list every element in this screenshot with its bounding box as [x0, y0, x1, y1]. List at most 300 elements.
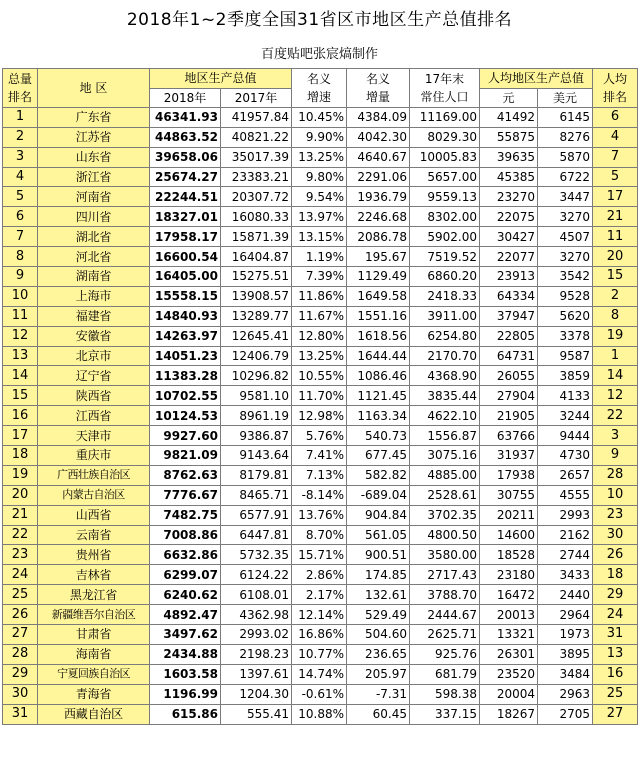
cell-nominal-increase: 582.82 [347, 465, 410, 485]
cell-nominal-growth: 2.17% [292, 585, 347, 605]
cell-per-capita-usd: 3859 [538, 366, 593, 386]
table-row [3, 485, 638, 505]
cell-region: 福建省 [38, 306, 150, 326]
cell-gdp-2017: 6577.91 [221, 505, 292, 525]
cell-nominal-increase: 2086.78 [347, 227, 410, 247]
cell-nominal-increase: 1649.58 [347, 286, 410, 306]
cell-region: 天津市 [38, 426, 150, 446]
cell-per-capita-rank: 5 [593, 167, 638, 187]
cell-total-rank: 7 [3, 227, 38, 247]
cell-gdp-2018: 10124.53 [150, 406, 221, 426]
cell-region: 河北省 [38, 247, 150, 267]
cell-per-capita-yuan: 20004 [480, 684, 538, 704]
cell-per-capita-yuan: 20211 [480, 505, 538, 525]
cell-nominal-growth: 1.19% [292, 247, 347, 267]
cell-per-capita-usd: 3895 [538, 644, 593, 664]
cell-region: 海南省 [38, 644, 150, 664]
cell-region: 北京市 [38, 346, 150, 366]
cell-per-capita-usd: 9528 [538, 286, 593, 306]
cell-per-capita-usd: 3433 [538, 565, 593, 585]
cell-per-capita-usd: 2162 [538, 525, 593, 545]
cell-total-rank: 23 [3, 545, 38, 565]
header-population [410, 69, 480, 108]
cell-gdp-2017: 9386.87 [221, 426, 292, 446]
cell-per-capita-rank: 30 [593, 525, 638, 545]
cell-nominal-increase: 132.61 [347, 585, 410, 605]
cell-per-capita-rank: 19 [593, 326, 638, 346]
header-usd: 美元 [538, 88, 593, 107]
table-row [3, 505, 638, 525]
cell-per-capita-rank: 2 [593, 286, 638, 306]
header-nominal-growth-line1: 名义 [307, 71, 332, 86]
cell-total-rank: 21 [3, 505, 38, 525]
cell-population: 4368.90 [410, 366, 480, 386]
cell-gdp-2018: 10702.55 [150, 386, 221, 406]
table-row [3, 107, 638, 127]
cell-nominal-increase: 1618.56 [347, 326, 410, 346]
cell-population: 7519.52 [410, 247, 480, 267]
cell-per-capita-yuan: 41492 [480, 107, 538, 127]
cell-nominal-growth: 11.67% [292, 306, 347, 326]
cell-population: 6860.20 [410, 267, 480, 287]
cell-per-capita-usd: 4555 [538, 485, 593, 505]
cell-per-capita-usd: 9444 [538, 426, 593, 446]
cell-nominal-growth: 13.25% [292, 346, 347, 366]
cell-per-capita-rank: 31 [593, 625, 638, 645]
header-yuan: 元 [480, 88, 538, 107]
cell-nominal-growth: 10.77% [292, 644, 347, 664]
table-row [3, 346, 638, 366]
cell-gdp-2018: 4892.47 [150, 605, 221, 625]
cell-per-capita-yuan: 16472 [480, 585, 538, 605]
cell-population: 337.15 [410, 704, 480, 724]
cell-population: 4622.10 [410, 406, 480, 426]
cell-per-capita-rank: 25 [593, 684, 638, 704]
cell-gdp-2018: 22244.51 [150, 187, 221, 207]
cell-gdp-2017: 15871.39 [221, 227, 292, 247]
cell-per-capita-usd: 3244 [538, 406, 593, 426]
cell-region: 山东省 [38, 147, 150, 167]
table-row [3, 426, 638, 446]
cell-nominal-growth: 10.45% [292, 107, 347, 127]
table-row [3, 565, 638, 585]
cell-total-rank: 5 [3, 187, 38, 207]
cell-nominal-growth: 13.76% [292, 505, 347, 525]
cell-per-capita-yuan: 13321 [480, 625, 538, 645]
cell-total-rank: 24 [3, 565, 38, 585]
cell-total-rank: 14 [3, 366, 38, 386]
cell-nominal-increase: 900.51 [347, 545, 410, 565]
cell-total-rank: 11 [3, 306, 38, 326]
cell-total-rank: 12 [3, 326, 38, 346]
cell-gdp-2017: 9143.64 [221, 446, 292, 466]
cell-population: 3702.35 [410, 505, 480, 525]
table-row [3, 247, 638, 267]
cell-total-rank: 3 [3, 147, 38, 167]
table-row [3, 207, 638, 227]
cell-population: 598.38 [410, 684, 480, 704]
cell-nominal-growth: 9.54% [292, 187, 347, 207]
table-row [3, 704, 638, 724]
cell-total-rank: 30 [3, 684, 38, 704]
cell-population: 2418.33 [410, 286, 480, 306]
cell-region: 吉林省 [38, 565, 150, 585]
cell-nominal-growth: 12.80% [292, 326, 347, 346]
cell-per-capita-yuan: 63766 [480, 426, 538, 446]
cell-population: 3580.00 [410, 545, 480, 565]
cell-gdp-2017: 12645.41 [221, 326, 292, 346]
header-total-rank-line1: 总量 [7, 71, 32, 86]
cell-per-capita-usd: 6145 [538, 107, 593, 127]
cell-per-capita-yuan: 27904 [480, 386, 538, 406]
table-row [3, 267, 638, 287]
cell-total-rank: 9 [3, 267, 38, 287]
cell-gdp-2018: 15558.15 [150, 286, 221, 306]
cell-region: 江苏省 [38, 127, 150, 147]
cell-population: 10005.83 [410, 147, 480, 167]
header-nominal-increase [347, 69, 410, 108]
cell-nominal-growth: 15.71% [292, 545, 347, 565]
cell-population: 2625.71 [410, 625, 480, 645]
cell-gdp-2017: 8465.71 [221, 485, 292, 505]
cell-gdp-2018: 16600.54 [150, 247, 221, 267]
cell-per-capita-rank: 10 [593, 485, 638, 505]
header-nominal-growth [292, 69, 347, 108]
cell-population: 1556.87 [410, 426, 480, 446]
cell-nominal-increase: 60.45 [347, 704, 410, 724]
cell-per-capita-usd: 5870 [538, 147, 593, 167]
cell-per-capita-usd: 2705 [538, 704, 593, 724]
cell-population: 8302.00 [410, 207, 480, 227]
cell-gdp-2018: 6632.86 [150, 545, 221, 565]
cell-gdp-2017: 8179.81 [221, 465, 292, 485]
cell-gdp-2017: 5732.35 [221, 545, 292, 565]
cell-per-capita-yuan: 17938 [480, 465, 538, 485]
cell-per-capita-usd: 8276 [538, 127, 593, 147]
header-per-capita-rank-line1: 人均 [603, 71, 628, 86]
table-row [3, 625, 638, 645]
cell-nominal-growth: 12.14% [292, 605, 347, 625]
gdp-ranking-table [2, 68, 638, 725]
cell-gdp-2018: 16405.00 [150, 267, 221, 287]
cell-per-capita-yuan: 18528 [480, 545, 538, 565]
cell-nominal-increase: 4640.67 [347, 147, 410, 167]
cell-per-capita-usd: 3270 [538, 247, 593, 267]
cell-nominal-growth: 13.97% [292, 207, 347, 227]
cell-per-capita-rank: 11 [593, 227, 638, 247]
cell-per-capita-usd: 3378 [538, 326, 593, 346]
cell-per-capita-rank: 7 [593, 147, 638, 167]
cell-per-capita-rank: 22 [593, 406, 638, 426]
cell-gdp-2018: 11383.28 [150, 366, 221, 386]
cell-per-capita-rank: 16 [593, 664, 638, 684]
cell-total-rank: 13 [3, 346, 38, 366]
cell-gdp-2018: 7008.86 [150, 525, 221, 545]
cell-per-capita-yuan: 21905 [480, 406, 538, 426]
cell-gdp-2017: 2993.02 [221, 625, 292, 645]
cell-gdp-2018: 615.86 [150, 704, 221, 724]
cell-per-capita-yuan: 45385 [480, 167, 538, 187]
cell-population: 3835.44 [410, 386, 480, 406]
cell-region: 上海市 [38, 286, 150, 306]
cell-per-capita-usd: 3270 [538, 207, 593, 227]
cell-per-capita-rank: 28 [593, 465, 638, 485]
cell-total-rank: 10 [3, 286, 38, 306]
cell-gdp-2017: 1397.61 [221, 664, 292, 684]
cell-gdp-2018: 3497.62 [150, 625, 221, 645]
cell-nominal-increase: -689.04 [347, 485, 410, 505]
cell-nominal-increase: 540.73 [347, 426, 410, 446]
cell-nominal-growth: 7.41% [292, 446, 347, 466]
cell-total-rank: 25 [3, 585, 38, 605]
cell-nominal-growth: -8.14% [292, 485, 347, 505]
cell-per-capita-usd: 3542 [538, 267, 593, 287]
cell-region: 山西省 [38, 505, 150, 525]
cell-per-capita-yuan: 55875 [480, 127, 538, 147]
cell-gdp-2017: 13908.57 [221, 286, 292, 306]
cell-region: 重庆市 [38, 446, 150, 466]
cell-per-capita-usd: 2744 [538, 545, 593, 565]
cell-nominal-growth: 9.80% [292, 167, 347, 187]
cell-gdp-2017: 8961.19 [221, 406, 292, 426]
cell-total-rank: 20 [3, 485, 38, 505]
cell-gdp-2018: 7482.75 [150, 505, 221, 525]
cell-gdp-2018: 44863.52 [150, 127, 221, 147]
cell-nominal-growth: 13.25% [292, 147, 347, 167]
cell-total-rank: 6 [3, 207, 38, 227]
table-row [3, 187, 638, 207]
cell-gdp-2017: 23383.21 [221, 167, 292, 187]
cell-gdp-2018: 14263.97 [150, 326, 221, 346]
header-total-rank [3, 69, 38, 108]
cell-gdp-2018: 1196.99 [150, 684, 221, 704]
cell-gdp-2018: 2434.88 [150, 644, 221, 664]
cell-population: 925.76 [410, 644, 480, 664]
cell-gdp-2018: 9821.09 [150, 446, 221, 466]
cell-gdp-2018: 46341.93 [150, 107, 221, 127]
cell-per-capita-yuan: 22075 [480, 207, 538, 227]
cell-per-capita-rank: 13 [593, 644, 638, 664]
cell-nominal-growth: 7.39% [292, 267, 347, 287]
cell-gdp-2018: 18327.01 [150, 207, 221, 227]
cell-region: 甘肃省 [38, 625, 150, 645]
cell-per-capita-usd: 4507 [538, 227, 593, 247]
cell-per-capita-usd: 2963 [538, 684, 593, 704]
cell-region: 云南省 [38, 525, 150, 545]
cell-per-capita-yuan: 30755 [480, 485, 538, 505]
cell-nominal-increase: 904.84 [347, 505, 410, 525]
cell-nominal-growth: 13.15% [292, 227, 347, 247]
cell-gdp-2017: 20307.72 [221, 187, 292, 207]
cell-per-capita-yuan: 26301 [480, 644, 538, 664]
cell-per-capita-rank: 24 [593, 605, 638, 625]
cell-region: 广西壮族自治区 [38, 465, 150, 485]
table-row [3, 386, 638, 406]
cell-gdp-2017: 6108.01 [221, 585, 292, 605]
cell-nominal-growth: 8.70% [292, 525, 347, 545]
header-population-line2: 常住人口 [420, 89, 469, 104]
cell-per-capita-rank: 23 [593, 505, 638, 525]
header-per-capita-rank [593, 69, 638, 108]
cell-per-capita-usd: 4730 [538, 446, 593, 466]
cell-region: 湖南省 [38, 267, 150, 287]
cell-per-capita-usd: 2657 [538, 465, 593, 485]
cell-total-rank: 8 [3, 247, 38, 267]
cell-per-capita-rank: 18 [593, 565, 638, 585]
cell-per-capita-rank: 4 [593, 127, 638, 147]
cell-gdp-2017: 15275.51 [221, 267, 292, 287]
cell-population: 2717.43 [410, 565, 480, 585]
cell-gdp-2018: 6299.07 [150, 565, 221, 585]
table-row [3, 525, 638, 545]
cell-per-capita-rank: 12 [593, 386, 638, 406]
cell-total-rank: 16 [3, 406, 38, 426]
table-row [3, 366, 638, 386]
cell-gdp-2017: 9581.10 [221, 386, 292, 406]
cell-nominal-growth: 2.86% [292, 565, 347, 585]
cell-population: 5657.00 [410, 167, 480, 187]
cell-region: 河南省 [38, 187, 150, 207]
cell-gdp-2018: 9927.60 [150, 426, 221, 446]
cell-per-capita-yuan: 23913 [480, 267, 538, 287]
cell-nominal-growth: 12.98% [292, 406, 347, 426]
header-nominal-growth-line2: 增速 [307, 89, 332, 104]
cell-population: 9559.13 [410, 187, 480, 207]
cell-per-capita-usd: 6722 [538, 167, 593, 187]
cell-per-capita-yuan: 20013 [480, 605, 538, 625]
cell-gdp-2018: 14051.23 [150, 346, 221, 366]
cell-region: 陕西省 [38, 386, 150, 406]
cell-per-capita-yuan: 23180 [480, 565, 538, 585]
table-row [3, 306, 638, 326]
cell-per-capita-usd: 3484 [538, 664, 593, 684]
cell-gdp-2018: 39658.06 [150, 147, 221, 167]
cell-region: 内蒙古自治区 [38, 485, 150, 505]
cell-population: 681.79 [410, 664, 480, 684]
table-row [3, 585, 638, 605]
cell-total-rank: 29 [3, 664, 38, 684]
cell-nominal-increase: 195.67 [347, 247, 410, 267]
cell-nominal-increase: 504.60 [347, 625, 410, 645]
cell-gdp-2017: 12406.79 [221, 346, 292, 366]
cell-gdp-2017: 2198.23 [221, 644, 292, 664]
cell-gdp-2017: 6124.22 [221, 565, 292, 585]
cell-nominal-increase: 677.45 [347, 446, 410, 466]
cell-total-rank: 28 [3, 644, 38, 664]
page-title: 2018年1~2季度全国31省区市地区生产总值排名 [126, 10, 513, 30]
header-row-1 [3, 69, 638, 89]
header-population-line1: 17年末 [424, 71, 465, 86]
cell-nominal-growth: 9.90% [292, 127, 347, 147]
cell-per-capita-rank: 27 [593, 704, 638, 724]
cell-nominal-growth: 16.86% [292, 625, 347, 645]
table-row [3, 644, 638, 664]
cell-region: 宁夏回族自治区 [38, 664, 150, 684]
table-row [3, 127, 638, 147]
cell-per-capita-rank: 9 [593, 446, 638, 466]
cell-per-capita-rank: 15 [593, 267, 638, 287]
cell-region: 新疆维吾尔自治区 [38, 605, 150, 625]
cell-per-capita-rank: 14 [593, 366, 638, 386]
cell-per-capita-yuan: 18267 [480, 704, 538, 724]
cell-per-capita-yuan: 23520 [480, 664, 538, 684]
cell-nominal-increase: 1644.44 [347, 346, 410, 366]
cell-nominal-growth: 7.13% [292, 465, 347, 485]
cell-nominal-increase: 1086.46 [347, 366, 410, 386]
cell-gdp-2018: 14840.93 [150, 306, 221, 326]
cell-nominal-increase: 1936.79 [347, 187, 410, 207]
cell-population: 4800.50 [410, 525, 480, 545]
cell-total-rank: 19 [3, 465, 38, 485]
cell-per-capita-yuan: 31937 [480, 446, 538, 466]
cell-nominal-increase: 1121.45 [347, 386, 410, 406]
table-row [3, 664, 638, 684]
cell-nominal-increase: 4042.30 [347, 127, 410, 147]
cell-nominal-increase: 174.85 [347, 565, 410, 585]
cell-gdp-2017: 41957.84 [221, 107, 292, 127]
cell-region: 浙江省 [38, 167, 150, 187]
cell-per-capita-yuan: 22805 [480, 326, 538, 346]
cell-nominal-increase: -7.31 [347, 684, 410, 704]
table-row [3, 326, 638, 346]
cell-per-capita-yuan: 23270 [480, 187, 538, 207]
cell-per-capita-usd: 4133 [538, 386, 593, 406]
table-row [3, 465, 638, 485]
cell-per-capita-rank: 1 [593, 346, 638, 366]
cell-population: 3788.70 [410, 585, 480, 605]
cell-total-rank: 1 [3, 107, 38, 127]
cell-gdp-2018: 7776.67 [150, 485, 221, 505]
cell-per-capita-rank: 8 [593, 306, 638, 326]
cell-per-capita-usd: 5620 [538, 306, 593, 326]
cell-nominal-growth: 14.74% [292, 664, 347, 684]
cell-population: 2170.70 [410, 346, 480, 366]
cell-region: 青海省 [38, 684, 150, 704]
cell-per-capita-usd: 2440 [538, 585, 593, 605]
cell-gdp-2017: 13289.77 [221, 306, 292, 326]
cell-gdp-2017: 555.41 [221, 704, 292, 724]
cell-region: 广东省 [38, 107, 150, 127]
cell-nominal-increase: 561.05 [347, 525, 410, 545]
table-row [3, 605, 638, 625]
header-2018: 2018年 [150, 88, 221, 107]
cell-per-capita-usd: 2964 [538, 605, 593, 625]
cell-gdp-2017: 16404.87 [221, 247, 292, 267]
cell-gdp-2018: 1603.58 [150, 664, 221, 684]
cell-population: 2528.61 [410, 485, 480, 505]
header-total-rank-line2: 排名 [7, 89, 32, 104]
cell-per-capita-rank: 17 [593, 187, 638, 207]
header-nominal-increase-line2: 增量 [366, 89, 391, 104]
table-row [3, 167, 638, 187]
cell-region: 江西省 [38, 406, 150, 426]
cell-region: 贵州省 [38, 545, 150, 565]
cell-total-rank: 2 [3, 127, 38, 147]
cell-nominal-increase: 2291.06 [347, 167, 410, 187]
cell-total-rank: 17 [3, 426, 38, 446]
cell-nominal-growth: -0.61% [292, 684, 347, 704]
cell-population: 3075.16 [410, 446, 480, 466]
cell-per-capita-rank: 26 [593, 545, 638, 565]
table-row [3, 227, 638, 247]
cell-nominal-growth: 11.86% [292, 286, 347, 306]
cell-region: 四川省 [38, 207, 150, 227]
cell-gdp-2017: 10296.82 [221, 366, 292, 386]
header-gdp-group: 地区生产总值 [150, 69, 292, 89]
cell-per-capita-yuan: 39635 [480, 147, 538, 167]
cell-nominal-growth: 5.76% [292, 426, 347, 446]
cell-nominal-increase: 1163.34 [347, 406, 410, 426]
